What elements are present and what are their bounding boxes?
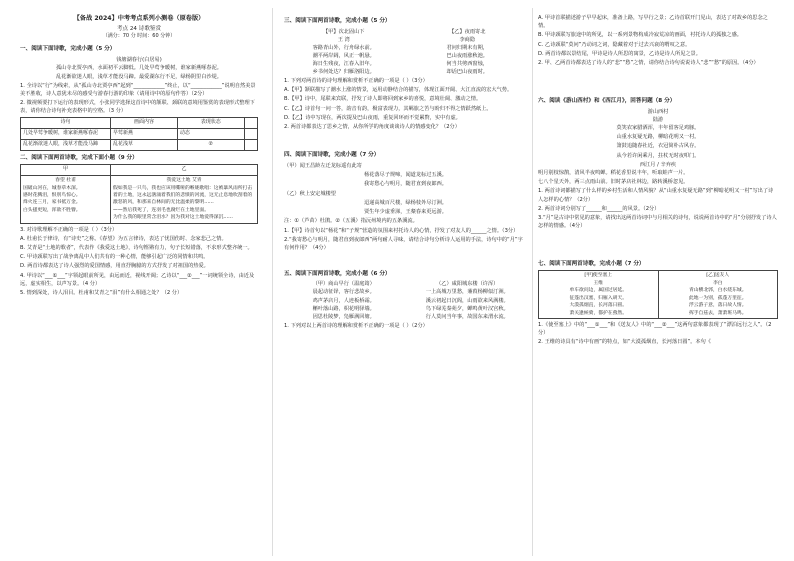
poem-title: （甲）闻王昌龄左迁龙标遥有此寄 <box>284 162 362 169</box>
poem-line: 孤山寺北贾亭西，水面初平云脚低。几处早莺争暖树，谁家新燕啄春泥。 <box>55 64 222 71</box>
section-2-title: 二、阅读下面两首诗歌，完成下面小题（9 分） <box>20 154 138 161</box>
option: B.【甲】诗中，尾联来宾联，抒发了诗人即将回到家乡的喜悦，意境壮阔、激动之情。 <box>284 96 482 103</box>
poem-author: 陆游 <box>652 116 664 123</box>
poem-pair <box>284 28 527 76</box>
question: 1. 两首诗词都描写了什么样的乡村生活和人情风貌？从“山重水复疑无路”到“柳暗花明又一村”写出了诗人怎样的心情？（2分） <box>538 188 774 203</box>
poem-line: 此地一为别，孤蓬万里征。 <box>688 295 747 301</box>
column-1 <box>20 14 258 554</box>
question: 5. 情到深处，诗人泪目。杜甫和艾青之“泪”有什么相通之处？（2 分） <box>20 289 183 296</box>
poem-a-title: 【甲】次北固山下 <box>322 28 365 35</box>
poem-line: 假如我是一只鸟，我也应该用嘶哑的喉咙歌唱：这被暴风雨所打击着的土地，这永远汹涌着我们的悲愤的河流，这无止息地吹刮着的激怒的风，和那来自林间的无比温柔的黎明…… <box>113 185 253 206</box>
poem-line: 从今若许闲乘月，拄杖无时夜叩门。 <box>616 152 700 159</box>
poem-line: 一上高城万里愁，蒹葭杨柳似汀洲。 <box>425 289 509 296</box>
poem-line: 七八个星天外，两三点雨山前。旧时茅店社林边，路转溪桥忽见。 <box>538 179 689 186</box>
poem-line: 明月别枝惊鹊，清风半夜鸣蝉。稻花香里说丰年，听取蛙声一片。 <box>538 169 689 176</box>
poem-line: 单车欲问边，属国过居延。 <box>569 288 628 294</box>
poem-line: 却话巴山夜雨时。 <box>446 68 488 75</box>
poem-b-title: （乙）咸阳城东楼（许浑） <box>436 281 499 288</box>
poem-line: 巴山夜雨涨秋池。 <box>446 52 488 59</box>
table-row <box>21 139 258 150</box>
section-1-title: 一、阅读下面诗歌，完成小题（5 分） <box>20 46 116 53</box>
table-header-row <box>21 118 258 129</box>
poem-line: 溪云初起日沉阁，山雨欲来风满楼。 <box>425 297 509 304</box>
column-divider-2 <box>532 8 533 556</box>
poem-pair <box>284 280 527 320</box>
question: 1. 下列对两首诗的诗句理解和赏析不正确的一项是（ ）（3分） <box>284 78 428 85</box>
annotation-note: 注：①（芦苗）杜鹃。②（五溪）指沅州境内的五条溪流。 <box>284 218 418 225</box>
table-header: 画面内容 <box>111 118 178 129</box>
poem-title: （乙）秋上安定城楼望 <box>284 190 336 197</box>
poem-line: 箫鼓追随春社近，衣冠简朴古风存。 <box>616 143 700 150</box>
question: 1. 全诗以“行”为线索，从“孤山寺北贾亭西”起到“____________”终止，以“____________”说明自然美景美不胜收，诗人意犹未尽的感受与游春行游的印象（请用诗中的原句作答）（2分） <box>20 83 256 98</box>
poem-line: 我寄愁心与明月，随君直到夜郎西。 <box>363 181 447 188</box>
section-7-title: 七、阅读下面两首诗歌，完成小题（7 分） <box>538 260 645 267</box>
column-divider-1 <box>272 8 273 556</box>
table-row <box>21 129 258 140</box>
poem-line: 迢递高城百尺楼，绿杨枝外尽汀洲。 <box>363 199 447 206</box>
poem-line: 君问归期未有期， <box>446 44 488 51</box>
poem-title: 西江月 / 辛弃疾 <box>639 161 677 168</box>
option: A. 杜甫长于律诗，有“诗史”之称。《春望》为五言律诗，表达了忧国伤时、念家悲己之情。 <box>20 235 227 242</box>
option: D.【乙】诗中写现在，两次提及巴山夜雨，重复回环而不觉累赘，实中有虚。 <box>284 114 461 121</box>
poem-line: 烽火连三月，家书抵万金。 <box>23 200 81 206</box>
poem-line: 潮平两岸阔，风正一帆悬。 <box>312 52 375 59</box>
table-cell <box>244 139 257 150</box>
section-5-title: 五、阅读下面两首诗歌，完成小题（6 分） <box>284 270 391 277</box>
poem-a-title: [甲]使至塞上 <box>584 273 613 279</box>
poem-title: 游山西村 <box>647 108 669 115</box>
option: A.【甲】颔联描写了潮水上涨的情景，运用动静结合的描写，体现江面开阔、大江直流的宏大气势。 <box>284 87 513 94</box>
poem-b-author: 李商隐 <box>459 36 476 43</box>
poem-line: 乡书何处达？归雁洛阳边。 <box>312 68 375 75</box>
poem-line: 因思杜陵梦，凫雁满回塘。 <box>312 313 375 320</box>
page-subtitle: 考点 24 诗歌鉴赏 <box>116 25 162 32</box>
table-header <box>244 118 257 129</box>
poem-line: 何当共剪西窗烛， <box>446 60 488 67</box>
option: B. 甲诗颈联写旅途中的所见，以一系列景物构成冷寂荒凉的画面，衬托诗人的孤独之感。 <box>538 32 742 39</box>
poem-b-title: 我爱这土地 艾青 <box>166 178 202 184</box>
question: 2.“我寄愁心与明月，随君直到夜郎西”两句耐人寻味，请结合诗句分析诗人运用的手法，诗句中的“月”字有何作用？（4分） <box>284 236 523 251</box>
poem-line: 槲叶落山路，枳花明驿墙。 <box>312 305 375 312</box>
column-2 <box>284 14 527 554</box>
poem-line: 感时花溅泪，恨别鸟惊心。 <box>23 192 81 198</box>
section-3-title: 三、阅读下面两首诗歌，完成小题（5 分） <box>284 18 391 24</box>
option: C.【乙】诗首句一问一答，韵音有韵，极富表现力，其羁旅之苦与盼归不得之情跃然纸上。 <box>284 105 492 112</box>
poem-line: 鸟下绿芜秦苑夕，蝉鸣黄叶汉宫秋。 <box>425 305 509 312</box>
poem-b-label: 乙 <box>111 165 258 176</box>
question: 3. 对诗歌理解不正确的一项是（ ）（3分） <box>20 226 118 233</box>
option: D. 两首诗都以景结尾，甲诗是诗人所思的寓景，乙诗是诗人所见之景。 <box>538 50 701 57</box>
table-cell: 几处早莺争暖树，谁家新燕啄春泥 <box>21 129 111 140</box>
poem-line: 萧关逢候骑，都护在燕然。 <box>569 310 628 316</box>
question: 1. 下列对以上两首诗的理解和赏析不正确的一项是（ ）（2分） <box>284 322 428 329</box>
poem-a-label: 甲 <box>21 165 111 176</box>
option: B. 艾青是“土地的歌者”，代表作《我爱这土地》，诗句铿锵有力，句子长短错落，不求形式整齐统一。 <box>20 244 253 251</box>
poem-comparison-table <box>538 270 778 319</box>
poem-a-title: 春望 杜甫 <box>55 178 76 184</box>
option: D. 两首诗都表达了诗人强烈的爱国情感，用直抒胸臆的方式抒发了对祖国的热爱。 <box>20 263 209 270</box>
poem-line: 青山横北郭，白水绕东城。 <box>688 288 747 294</box>
poem-line: 莫笑农家腊酒浑，丰年留客足鸡豚。 <box>616 124 700 131</box>
table-cell: 动态 <box>177 129 244 140</box>
table-cell: 早莺新燕 <box>111 129 178 140</box>
poem-a-author: 王 湾 <box>337 36 350 43</box>
poem-comparison-table <box>20 164 258 223</box>
table-cell: 乱花渐欲迷人眼，浅草才能没马蹄 <box>21 139 111 150</box>
table-header: 表现状态 <box>177 118 244 129</box>
poem-a-author: 王维 <box>593 280 604 286</box>
section-4-title: 四、阅读下面诗歌，完成小题（7 分） <box>284 152 380 159</box>
question: 3.“月”是古诗中常见的意象，请找出这两首诗词中与月相关的诗句，说说两首诗中的“月”分别抒发了诗人怎样的情感。（4分） <box>538 214 777 229</box>
section-6-title: 六、阅读《游山西村》和《西江月》，回答问题（8 分） <box>538 98 676 105</box>
poem-b-title: 【乙】夜雨寄北 <box>449 28 486 35</box>
question: 2. 两首诗都表达了思乡之情，从你所学的角度谈谈诗人的情感变化？（2分） <box>284 124 460 131</box>
poem-line: 大漠孤烟直，长河落日圆。 <box>569 303 628 309</box>
poem-line: 贾生年少虚垂涕，王粲春来更远游。 <box>363 209 447 216</box>
poem-b-author: 李白 <box>712 280 723 286</box>
question: 2. 微视频要打下运行的表现形式，小张同学选择这首诗中的颔联、颈联的意境用鉴赏的表现形式整理下表，请你结合诗句补充表格中的空格。（3 分） <box>20 100 255 115</box>
exam-meta: （满分：70 分 时间：60 分钟） <box>102 33 176 40</box>
table-cell: ② <box>177 139 244 150</box>
poem-line: 海日生残夜，江春入旧年。 <box>312 60 375 67</box>
poem-line: 国破山河在，城春草木深。 <box>23 185 81 191</box>
question: 4. 甲诗以“___①___”字领起眼前所见，由远而近，视线开阔；乙诗以“___②___”一词统领全诗，由近及远，虚实相生，以声写景。（4 分） <box>20 272 255 287</box>
question: 2. 两首诗词分别写了______和______的风景。（2分） <box>538 205 660 212</box>
table-cell: 乱花浅草 <box>111 139 178 150</box>
poem-title: 钱塘湖春行(白居易) <box>116 56 162 63</box>
poem-line: 乱花渐欲迷人眼，浅草才能没马蹄。最爱湖东行不足，绿杨阴里白沙堤。 <box>55 73 222 80</box>
column-3 <box>538 14 778 554</box>
answer-table <box>20 117 258 150</box>
poem-line: 鸡声茅店月，人迹板桥霜。 <box>312 297 375 304</box>
poem-line: 山重水复疑无路，柳暗花明又一村。 <box>616 134 700 141</box>
option: C. 甲诗颈联写出了战争离乱中人们共有的一种心情，能够引起广泛的同情和共鸣。 <box>20 254 209 261</box>
poem-line: 白头搔更短，浑欲不胜簪。 <box>23 207 81 213</box>
poem-a-title: （甲）商山早行（温庭筠） <box>312 281 375 288</box>
poem-line: 行人莫问当年事，故国东来渭水流。 <box>425 313 509 320</box>
option: A. 甲诗首联描述游子早早起床，准备上路，写早行之景；乙诗首联开门见山，表达了对故乡的思念之情。 <box>538 15 768 30</box>
poem-line: 浮云游子意，落日故人情。 <box>688 303 747 309</box>
question: 1.《使至塞上》中的“___①___”和《送友人》中的“___②___”这两句意象都表现了“漂泊远行之人”。（2分） <box>538 321 772 337</box>
poem-line: 杨花落尽子规啼，闻道龙标过五溪。 <box>363 172 447 179</box>
question: 2. 甲、乙两首诗都表达了诗人的“悲”“愁”之情，请你结合诗句说说诗人“悲”“愁”的原因。（4分） <box>538 60 759 67</box>
table-header: 诗句 <box>21 118 111 129</box>
question: 1.【甲】诗首句以“杨花”和“子规”营造的氛围来衬托诗人的心情，抒发了对友人的______之情。（3分） <box>284 227 519 234</box>
table-cell <box>244 129 257 140</box>
option: C. 乙诗颈联“莫问”乃动词之词，隐藏着对于过去兴衰的喟叹之意。 <box>538 41 691 48</box>
poem-line: 征蓬出汉塞，归雁入胡天。 <box>569 295 628 301</box>
poem-line: ——然后我死了，连羽毛也腐烂在土地里面。 <box>113 207 209 213</box>
poem-line: 挥手自兹去，萧萧班马鸣。 <box>688 310 747 316</box>
question: 2. 王维的诗具有“诗中有画”的特点，如“大漠孤烟直，长河落日圆”。本句《 <box>538 339 711 346</box>
poem-line: 客路青山外，行舟绿水前。 <box>312 44 375 51</box>
page-title: 【备战 2024】中考考点系列小测卷（原卷版） <box>73 15 205 22</box>
poem-line: 晨起动征铎，客行悲故乡。 <box>312 289 375 296</box>
poem-line: 为什么我的眼里常含泪水？因为我对这土地爱得深沉…… <box>113 215 233 221</box>
poem-b-title: [乙]送友人 <box>706 273 730 279</box>
